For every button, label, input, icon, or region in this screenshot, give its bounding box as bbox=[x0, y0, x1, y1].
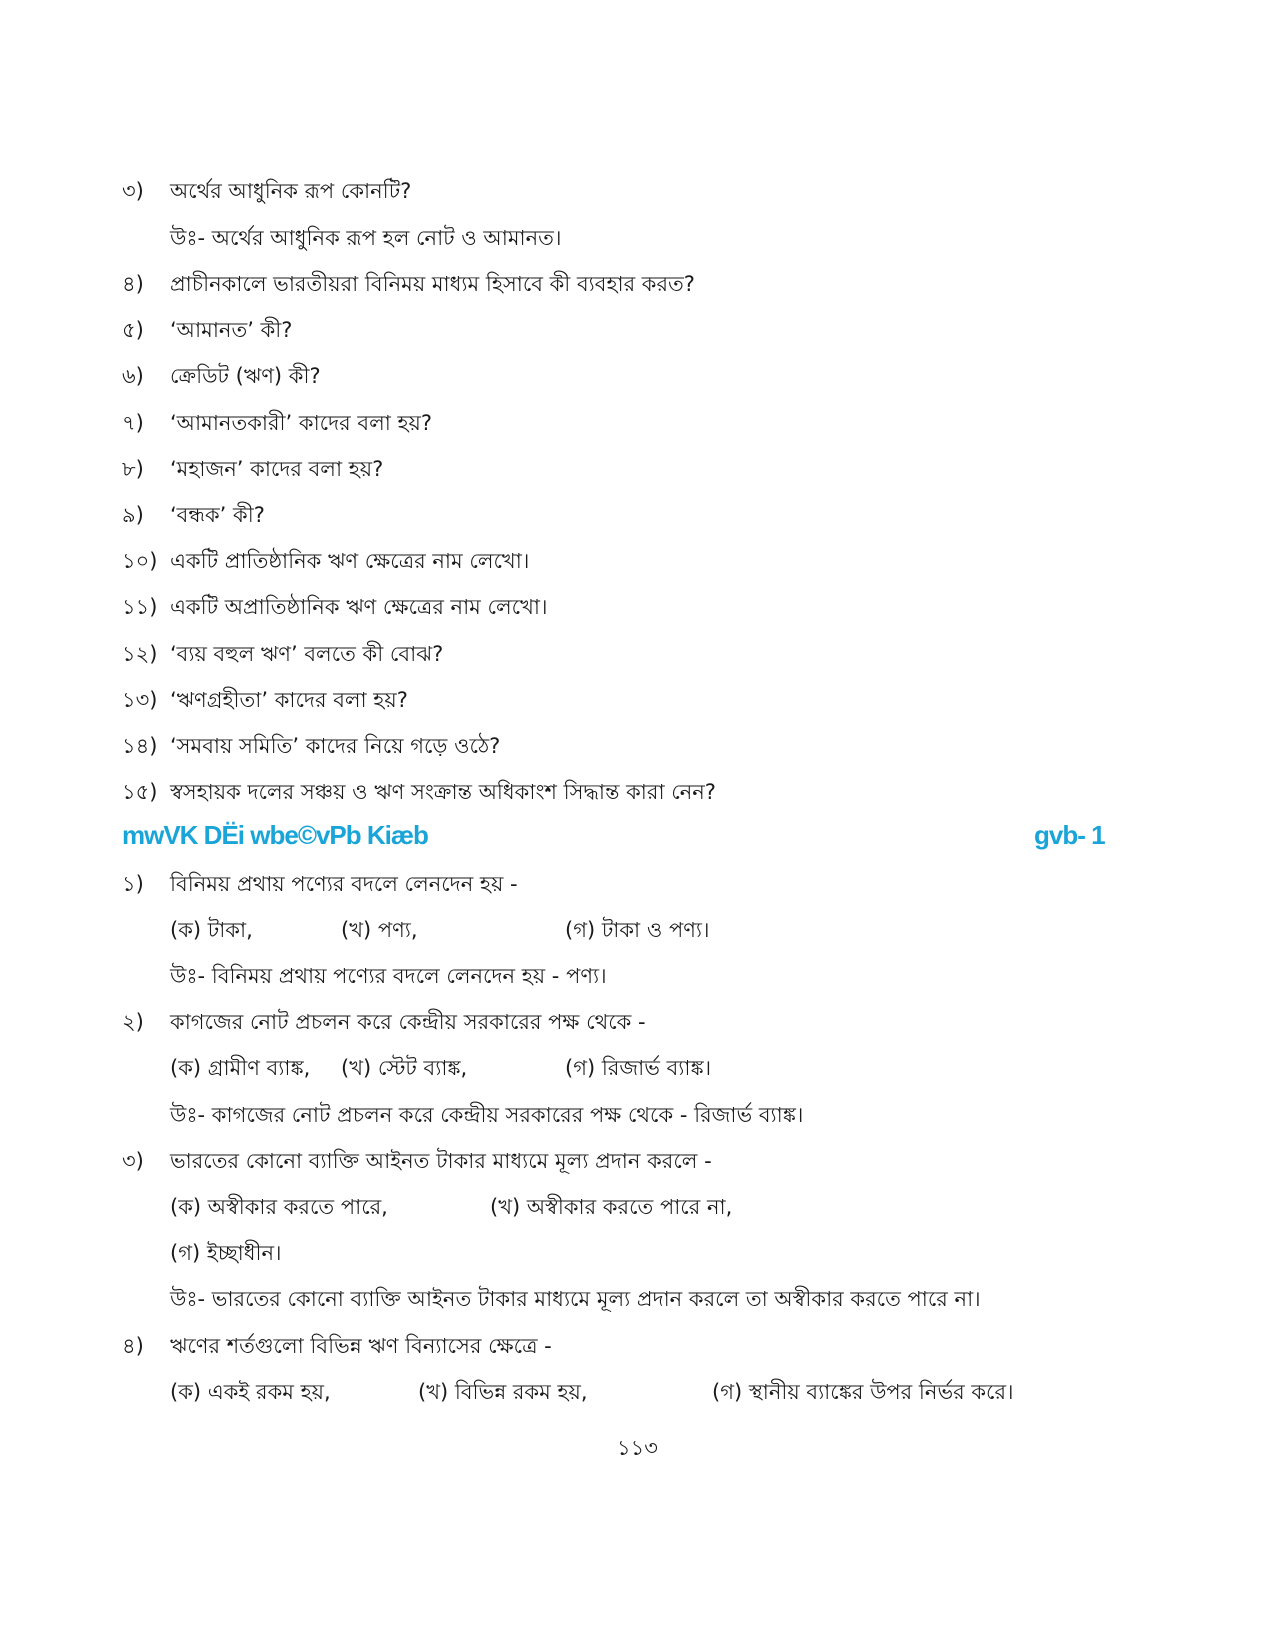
question-text: ‘মহাজন’ কাদের বলা হয়? bbox=[170, 457, 384, 481]
mcq-number: ৩) bbox=[122, 1149, 144, 1173]
mcq-option-b: (খ) স্টেট ব্যাঙ্ক, bbox=[341, 1056, 468, 1080]
section-heading: mwVK DËi wbe©vPb Kiæb bbox=[122, 820, 428, 850]
question-text: ‘ব্যয় বহুল ঋণ’ বলতে কী বোঝ? bbox=[170, 642, 444, 666]
question-text: স্বসহায়ক দলের সঞ্চয় ও ঋণ সংক্রান্ত অধিকাংশ সিদ্ধান্ত কারা নেন? bbox=[170, 780, 716, 804]
mcq-number: ১) bbox=[122, 872, 144, 896]
question-text: একটি অপ্রাতিষ্ঠানিক ঋণ ক্ষেত্রের নাম লেখো। bbox=[170, 595, 548, 619]
question-number: ৯) bbox=[122, 503, 144, 527]
question-number: ১৪) bbox=[122, 734, 158, 758]
question-text: ‘বন্ধক’ কী? bbox=[170, 503, 265, 527]
question-number: ১৫) bbox=[122, 780, 158, 804]
question-number: ১০) bbox=[122, 549, 158, 573]
answer-text: উঃ- অর্থের আধুনিক রূপ হল নোট ও আমানত। bbox=[170, 226, 562, 250]
mcq-number: ২) bbox=[122, 1010, 144, 1034]
mcq-text: ঋণের শর্তগুলো বিভিন্ন ঋণ বিন্যাসের ক্ষেত্রে - bbox=[170, 1334, 552, 1358]
mcq-option-c: (গ) রিজার্ভ ব্যাঙ্ক। bbox=[565, 1056, 712, 1080]
mcq-option-b: (খ) পণ্য, bbox=[341, 918, 418, 942]
question-text: ‘আমানতকারী’ কাদের বলা হয়? bbox=[170, 411, 433, 435]
question-number: ৩) bbox=[122, 179, 144, 203]
question-number: ১১) bbox=[122, 595, 158, 619]
mcq-option-a: (ক) গ্রামীণ ব্যাঙ্ক, bbox=[170, 1056, 311, 1080]
mcq-number: ৪) bbox=[122, 1334, 144, 1358]
mcq-text: কাগজের নোট প্রচলন করে কেন্দ্রীয় সরকারের পক্ষ থেকে - bbox=[170, 1010, 646, 1034]
answer-text: উঃ- ভারতের কোনো ব্যাক্তি আইনত টাকার মাধ্যমে মূল্য প্রদান করলে তা অস্বীকার করতে পারে না। bbox=[170, 1287, 981, 1311]
section-marks: gvb- 1 bbox=[1034, 820, 1105, 850]
question-number: ৫) bbox=[122, 318, 144, 342]
question-number: ১৩) bbox=[122, 688, 158, 712]
mcq-option-a: (ক) অস্বীকার করতে পারে, bbox=[170, 1195, 388, 1219]
mcq-option-c: (গ) স্থানীয় ব্যাঙ্কের উপর নির্ভর করে। bbox=[712, 1380, 1014, 1404]
question-text: ‘আমানত’ কী? bbox=[170, 318, 293, 342]
question-number: ৪) bbox=[122, 272, 144, 296]
question-text: একটি প্রাতিষ্ঠানিক ঋণ ক্ষেত্রের নাম লেখো। bbox=[170, 549, 530, 573]
question-text: ‘সমবায় সমিতি’ কাদের নিয়ে গড়ে ওঠে? bbox=[170, 734, 501, 758]
mcq-option-a: (ক) একই রকম হয়, bbox=[170, 1380, 331, 1404]
answer-text: উঃ- কাগজের নোট প্রচলন করে কেন্দ্রীয় সরকারের পক্ষ থেকে - রিজার্ভ ব্যাঙ্ক। bbox=[170, 1103, 804, 1127]
mcq-option-a: (ক) টাকা, bbox=[170, 918, 253, 942]
mcq-text: ভারতের কোনো ব্যাক্তি আইনত টাকার মাধ্যমে মূল্য প্রদান করলে - bbox=[170, 1149, 712, 1173]
question-number: ৬) bbox=[122, 364, 144, 388]
mcq-option-b: (খ) বিভিন্ন রকম হয়, bbox=[418, 1380, 588, 1404]
question-number: ৭) bbox=[122, 411, 144, 435]
mcq-text: বিনিময় প্রথায় পণ্যের বদলে লেনদেন হয় - bbox=[170, 872, 518, 896]
question-text: ‘ঋণগ্রহীতা’ কাদের বলা হয়? bbox=[170, 688, 408, 712]
mcq-option-c: (গ) ইচ্ছাধীন। bbox=[170, 1241, 282, 1265]
mcq-option-c: (গ) টাকা ও পণ্য। bbox=[565, 918, 710, 942]
question-text: অর্থের আধুনিক রূপ কোনটি? bbox=[170, 179, 412, 203]
question-text: ক্রেডিট (ঋণ) কী? bbox=[170, 364, 321, 388]
mcq-option-b: (খ) অস্বীকার করতে পারে না, bbox=[490, 1195, 733, 1219]
page-number: ১১৩ bbox=[617, 1436, 658, 1460]
question-number: ১২) bbox=[122, 642, 158, 666]
question-text: প্রাচীনকালে ভারতীয়রা বিনিময় মাধ্যম হিসাবে কী ব্যবহার করত? bbox=[170, 272, 695, 296]
answer-text: উঃ- বিনিময় প্রথায় পণ্যের বদলে লেনদেন হয় - পণ্য। bbox=[170, 964, 607, 988]
question-number: ৮) bbox=[122, 457, 144, 481]
